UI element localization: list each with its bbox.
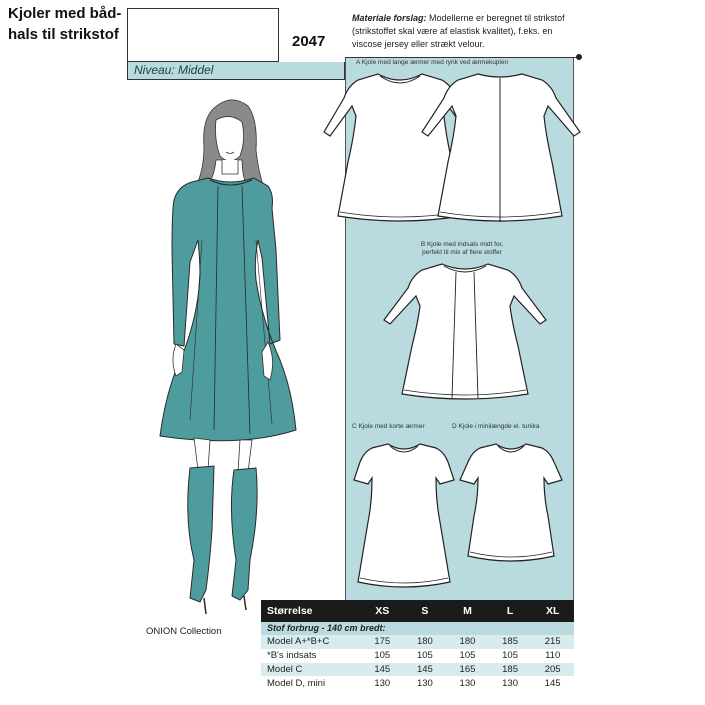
pattern-title: Kjoler med båd- hals til strikstof [8,5,122,43]
dress-b-front-drawing [380,258,550,406]
cell: 185 [502,636,518,648]
cell: 180 [459,636,476,648]
row-label: Model A+*B+C [267,636,330,648]
cell: 105 [502,650,518,662]
caption-b-2: perfekt til mix af flere stoffer [422,249,502,256]
cell: 145 [544,677,561,689]
size-table [261,600,574,690]
row-label: Model C [267,663,303,675]
pattern-number: 2047 [292,33,326,50]
fabric-usage-subtitle: Stof forbrug - 140 cm bredt: [261,622,574,635]
cell: 180 [416,636,433,648]
header-m: M [463,605,472,617]
cell: 215 [544,636,561,648]
cell: 130 [502,677,518,689]
dress-c-drawing [352,432,456,597]
cell: 165 [459,663,476,675]
dress-d-drawing [456,432,566,572]
material-suggestion [352,12,580,51]
cell: 105 [416,650,433,662]
cell: 110 [545,650,561,662]
header-s: S [421,605,429,617]
dress-a-back-drawing [420,66,590,238]
cell: 130 [374,677,391,689]
header-l: L [506,605,514,617]
table-row [261,649,574,663]
difficulty-level: Niveau: Middel [134,63,214,77]
table-body [261,635,574,690]
corner-dot [576,54,582,60]
table-header-row [261,600,574,622]
caption-d: D Kjole i minilængde el. tunika [452,423,540,430]
cell: 130 [416,677,433,689]
model-illustration [130,90,330,620]
header-size: Størrelse [267,605,313,617]
header-xs: XS [375,605,390,617]
cell: 145 [374,663,391,675]
caption-c: C Kjole med korte ærmer [352,423,425,430]
cell: 185 [502,663,518,675]
row-label: *B's indsats [267,650,317,662]
row-label: Model D, mini [267,677,326,689]
cell: 205 [544,663,561,675]
cell: 105 [374,650,391,662]
table-row [261,635,574,649]
brand-label: ONION Collection [146,626,222,637]
cell: 105 [459,650,476,662]
cell: 175 [374,636,391,648]
header-xl: XL [545,605,560,617]
divider-line [345,57,580,58]
caption-b-1: B Kjole med indsats midt for, [420,241,504,248]
caption-a: A Kjole med lange ærmer med rynk ved ærmekuplen [356,59,509,66]
material-text: Modellerne er beregnet til strikstof (strikstoffet skal være af elastisk kvalitet), f.eks. en viscose jersey eller strækt velour. [352,13,565,49]
table-row [261,676,574,690]
cell: 130 [459,677,476,689]
table-row [261,663,574,677]
cell: 145 [416,663,433,675]
material-label: Materiale forslag: [352,13,427,23]
